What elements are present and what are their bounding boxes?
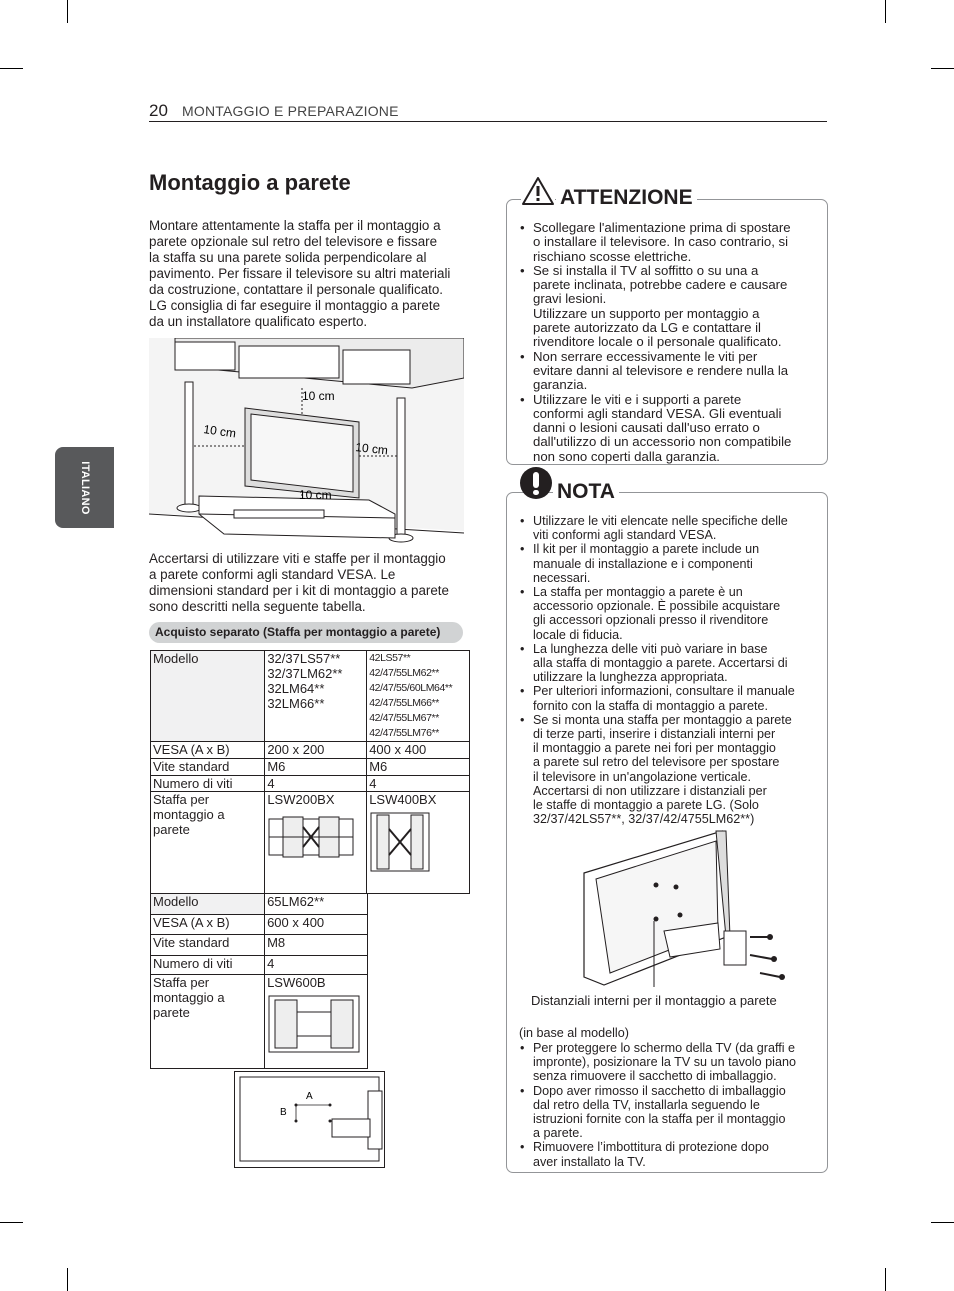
list-item: • Il kit per il montaggio a parete include un manuale di installazione e i componenti necessari. xyxy=(519,542,821,585)
row-label-count: Numero di viti xyxy=(151,776,265,792)
models-cell: 32/37LS57** 32/37LM62** 32LM64** 32LM66** xyxy=(265,651,367,742)
caution-list xyxy=(519,221,819,464)
bracket-lsw400bx-image xyxy=(369,811,431,873)
warning-triangle-icon xyxy=(521,176,555,206)
list-item: • Utilizzare le viti elencate nelle specifiche delle viti conformi agli standard VESA. xyxy=(519,514,821,542)
vesa-paragraph: Accertarsi di utilizzare viti e staffe per il montaggio a parete conformi agli standard VESA. Le dimensioni standard per i kit di montaggio a parete sono descritti nella seguente tabella. xyxy=(149,551,449,614)
note-list xyxy=(519,514,821,826)
crop-mark xyxy=(885,1268,886,1291)
row-label-screw: Vite standard xyxy=(151,759,265,776)
bracket-lsw200bx-image xyxy=(267,813,355,861)
list-item: • Rimuovere l’imbottitura di protezione dopo aver installato la TV. xyxy=(519,1140,821,1168)
note-list-2 xyxy=(519,1041,821,1169)
list-item: • Non serrare eccessivamente le viti per evitare danni al televisore e rendere nulla la garanzia. xyxy=(519,350,819,393)
crop-mark xyxy=(67,0,68,23)
intro-paragraph: Montare attentamente la staffa per il montaggio a parete opzionale sul retro del televisore e fissare la staffa su una parete solida perpendicolare al pavimento. Per fissare il televisore su altri materiali da costruzione, contattare il personale qualificato. LG consiglia di far eseguire il montaggio a parete da un installatore qualificato esperto. xyxy=(149,218,451,329)
row-label-bracket: Staffa per montaggio a parete xyxy=(151,975,265,1069)
caution-title: ATTENZIONE xyxy=(556,186,697,210)
list-item: • Utilizzare le viti e i supporti a parete conformi agli standard VESA. Gli eventuali danni o lesioni causati dall'uso errato o dall'utilizzo di un accessorio non compatibile non sono coperti dalla garanzia. xyxy=(519,393,819,464)
count-cell: 4 xyxy=(367,776,470,792)
list-item: • Dopo aver rimosso il sacchetto di imballaggio dal retro della TV, installarla seguendo le istruzioni fornite con la staffa per il montaggio a parete. xyxy=(519,1084,821,1141)
screw-cell: M6 xyxy=(265,759,367,776)
models-cell: 42LS57** 42/47/55LM62** 42/47/55/60LM64** 42/47/55LM66** 42/47/55LM67** 42/47/55LM76** xyxy=(367,651,470,742)
list-item: • La staffa per montaggio a parete è un accessorio opzionale. È possibile acquistare gli accessori opzionali presso il rivenditore locale di fiducia. xyxy=(519,585,821,642)
row-label-model: Modello xyxy=(151,651,265,742)
exclamation-icon xyxy=(520,467,552,499)
bracket-cell: LSW600B xyxy=(265,975,368,1069)
note-title: NOTA xyxy=(553,480,619,504)
screw-cell: M8 xyxy=(265,935,368,956)
page-number: 20 xyxy=(149,101,168,120)
row-label-screw: Vite standard xyxy=(151,935,265,956)
model-note: (in base al modello) xyxy=(519,1026,629,1040)
header-rule xyxy=(149,121,827,122)
crop-mark xyxy=(885,0,886,23)
row-label-bracket: Staffa per montaggio a parete xyxy=(151,792,265,894)
vesa-cell: 400 x 400 xyxy=(367,742,470,759)
model-cell: 65LM62** xyxy=(265,894,368,915)
table-heading: Acquisto separato (Staffa per montaggio a parete) xyxy=(149,622,463,643)
crop-mark xyxy=(931,1222,954,1223)
bracket-cell: LSW400BX xyxy=(367,792,470,894)
row-label-model: Modello xyxy=(151,894,265,915)
list-item: • Per ulteriori informazioni, consultare il manuale fornito con la staffa di montaggio a parete. xyxy=(519,684,821,712)
list-item: • Per proteggere lo schermo della TV (da graffi e impronte), posizionare la TV su un tavolo piano senza rimuovere il sacchetto di imballaggio. xyxy=(519,1041,821,1084)
count-cell: 4 xyxy=(265,776,367,792)
list-item: • Se si installa il TV al soffitto o su una a parete inclinata, potrebbe cadere e causare gravi lesioni. Utilizzare un supporto per montaggio a parete autorizzato da LG e contattare il rivenditore locale o il personale qualificato. xyxy=(519,264,819,350)
spacer-caption: Distanziali interni per il montaggio a parete xyxy=(531,993,777,1008)
wall-clearance-illustration xyxy=(149,338,464,545)
dimension-a-label: A xyxy=(306,1091,313,1102)
crop-mark xyxy=(67,1268,68,1291)
row-label-vesa: VESA (A x B) xyxy=(151,915,265,935)
row-label-vesa: VESA (A x B) xyxy=(151,742,265,759)
dimension-b-label: B xyxy=(280,1107,287,1118)
crop-mark xyxy=(0,1222,23,1223)
screw-cell: M6 xyxy=(367,759,470,776)
row-label-count: Numero di viti xyxy=(151,956,265,975)
vesa-cell: 600 x 400 xyxy=(265,915,368,935)
list-item: • Scollegare l'alimentazione prima di spostare o installare il televisore. In caso contrario, si rischiano scosse elettriche. xyxy=(519,221,819,264)
crop-mark xyxy=(0,68,23,69)
list-item: • Se si monta una staffa per montaggio a parete di terze parti, inserire i distanziali interni per il montaggio a parete nei fori per montaggio a parete sul retro del televisore per spostare il televisore in un'angolazione verticale. Accertarsi di non utilizzare i distanziali per le staffe di montaggio a parete LG. (Solo 32/37/42LS57**, 32/37/42/4755LM62**) xyxy=(519,713,821,827)
list-item: • La lunghezza delle viti può variare in base alla staffa di montaggio a parete. Accertarsi di utilizzare la lunghezza appropriata. xyxy=(519,642,821,685)
vesa-cell: 200 x 200 xyxy=(265,742,367,759)
section-title: MONTAGGIO E PREPARAZIONE xyxy=(182,103,399,119)
bracket-cell: LSW200BX xyxy=(265,792,367,894)
clearance-label-top: 10 cm xyxy=(302,389,335,403)
crop-mark xyxy=(931,68,954,69)
spec-table-2 xyxy=(150,893,368,1069)
vesa-ab-diagram xyxy=(234,1071,385,1168)
bracket-lsw600b-image xyxy=(267,994,361,1054)
language-tab xyxy=(55,447,114,528)
page-heading: Montaggio a parete xyxy=(149,170,351,195)
tv-back-spacer-illustration xyxy=(580,827,790,987)
spec-table-1 xyxy=(150,650,470,894)
language-tab-label: ITALIANO xyxy=(78,460,91,515)
clearance-label-right: 10 cm xyxy=(354,440,389,458)
count-cell: 4 xyxy=(265,956,368,975)
clearance-label-bottom: 10 cm xyxy=(299,488,332,502)
clearance-label-left: 10 cm xyxy=(202,422,237,441)
